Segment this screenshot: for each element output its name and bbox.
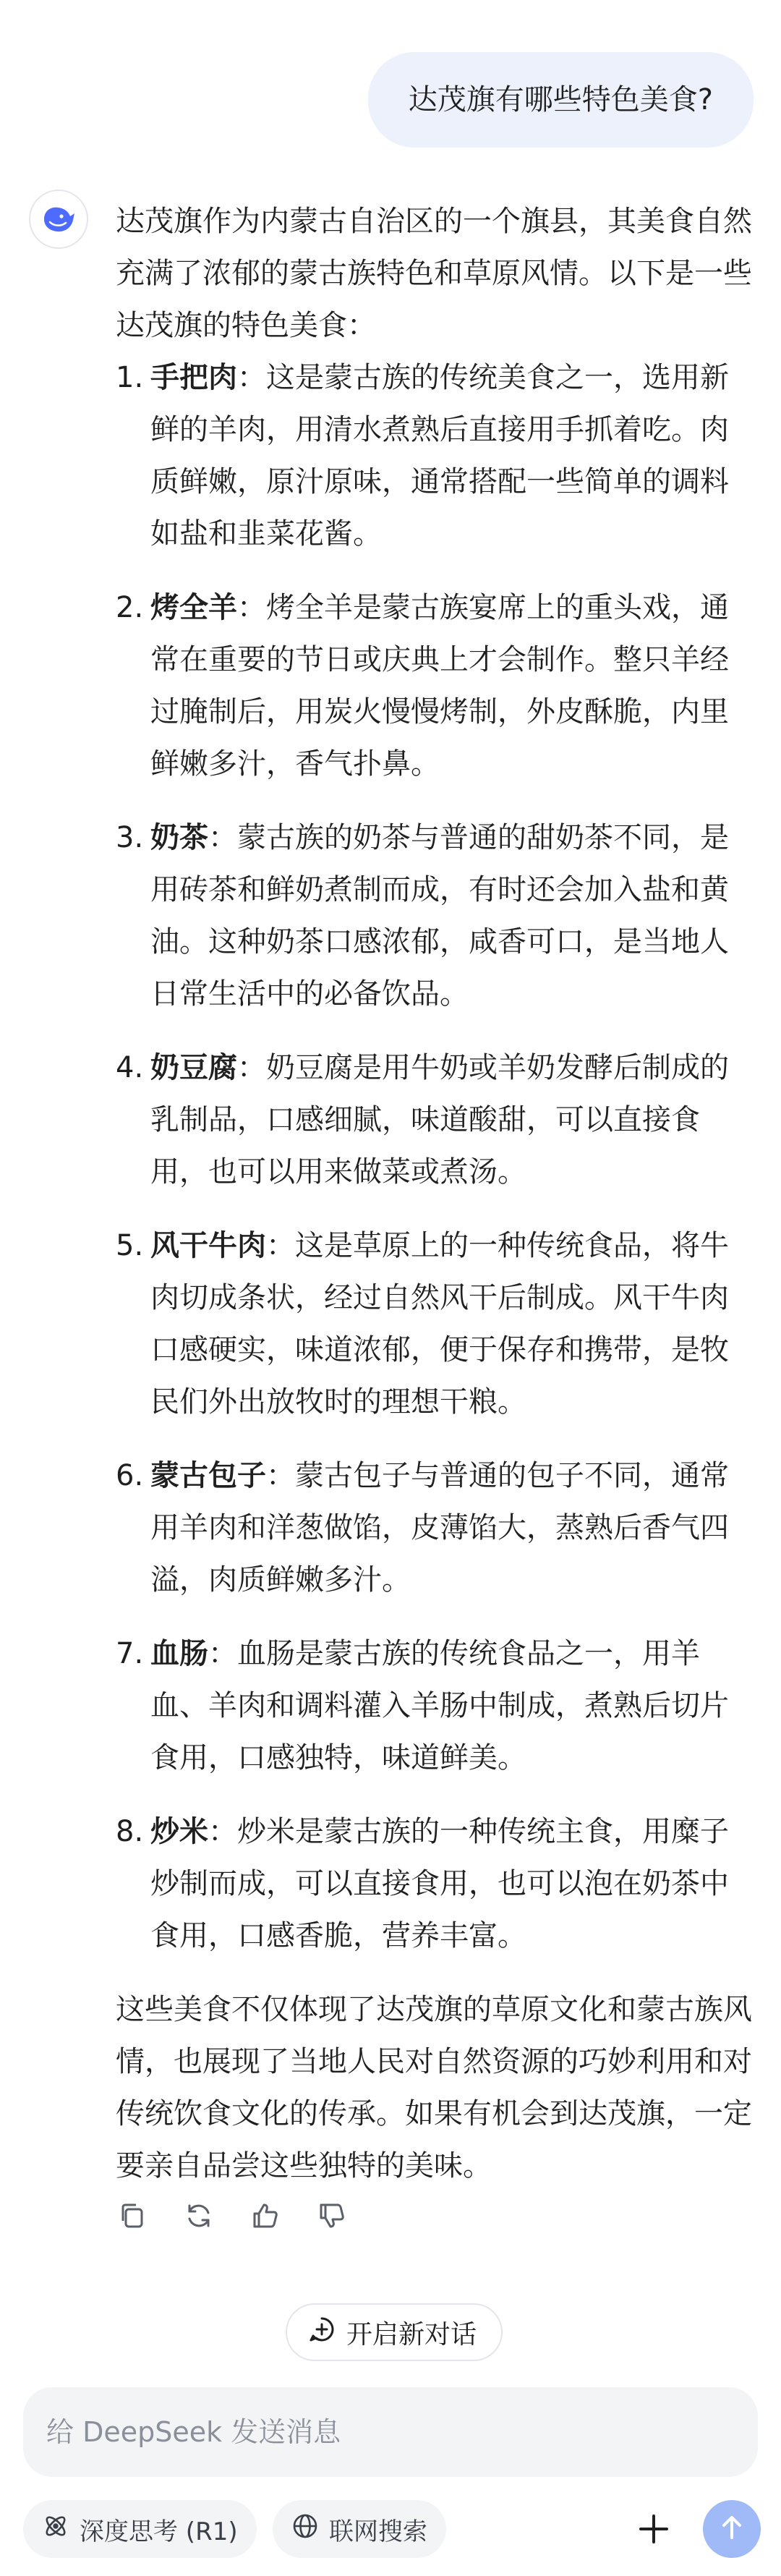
deep-think-label: 深度思考 (R1) [80,2517,238,2546]
item-number: 2. [116,591,144,624]
item-number: 5. [116,1229,144,1262]
food-item [116,1628,752,1784]
item-number: 8. [116,1815,144,1848]
food-item [116,1042,752,1198]
plus-icon[interactable] [631,2506,677,2552]
message-input-box[interactable] [23,2387,758,2477]
web-search-label: 联网搜索 [329,2517,427,2546]
copy-icon[interactable] [116,2199,149,2232]
item-description: ：烤全羊是蒙古族宴席上的重头戏，通常在重要的节日或庆典上才会制作。整只羊经过腌制后，用炭火慢慢烤制，外皮酥脆，内里鲜嫩多汁，香气扑鼻。 [150,591,729,781]
item-description: ：炒米是蒙古族的一种传统主食，用糜子炒制而成，可以直接食用，也可以泡在奶茶中食用，口感香脆，营养丰富。 [150,1815,729,1952]
food-item [116,812,752,1020]
answer-intro: 达茂旗作为内蒙古自治区的一个旗县，其美食自然充满了浓郁的蒙古族特色和草原风情。以下是一些达茂旗的特色美食： [116,205,752,342]
food-item [116,1220,752,1428]
food-item [116,1806,752,1962]
item-description: ：蒙古包子与普通的包子不同，通常用羊肉和洋葱做馅，皮薄馅大，蒸熟后香气四溢，肉质鲜嫩多汁。 [150,1459,729,1597]
item-name: 手把肉 [150,361,237,394]
atom-icon [42,2512,69,2546]
item-name: 奶茶 [150,821,208,854]
new-chat-label: 开启新对话 [346,2319,477,2350]
web-search-button[interactable] [273,2500,446,2558]
globe-icon [291,2512,319,2546]
thumbs-up-icon[interactable] [249,2199,282,2232]
item-description: ：奶豆腐是用牛奶或羊奶发酵后制成的乳制品，口感细腻，味道酸甜，可以直接食用，也可以用来做菜或煮汤。 [150,1051,729,1189]
food-list [116,352,752,1962]
new-chat-button[interactable] [286,2303,503,2361]
item-description: ：血肠是蒙古族的传统食品之一，用羊血、羊肉和调料灌入羊肠中制成，煮熟后切片食用，口感独特，味道鲜美。 [150,1637,729,1774]
deep-think-button[interactable] [23,2500,257,2558]
food-item [116,582,752,790]
assistant-answer [116,195,752,2192]
arrow-up-icon [716,2512,748,2546]
regenerate-icon[interactable] [182,2199,215,2232]
deepseek-whale-icon [29,190,88,249]
user-message-bubble [368,52,754,148]
item-name: 风干牛肉 [150,1229,266,1262]
item-name: 血肠 [150,1637,208,1670]
item-number: 6. [116,1459,144,1492]
send-button[interactable] [703,2500,761,2558]
answer-outro: 这些美食不仅体现了达茂旗的草原文化和蒙古族风情，也展现了当地人民对自然资源的巧妙利用和对传统饮食文化的传承。如果有机会到达茂旗，一定要亲自品尝这些独特的美味。 [116,1993,752,2182]
item-description: ：蒙古族的奶茶与普通的甜奶茶不同，是用砖茶和鲜奶煮制而成，有时还会加入盐和黄油。这种奶茶口感浓郁，咸香可口，是当地人日常生活中的必备饮品。 [150,821,729,1011]
item-name: 炒米 [150,1815,208,1848]
item-number: 3. [116,821,144,854]
item-name: 蒙古包子 [150,1459,266,1492]
user-message-text: 达茂旗有哪些特色美食? [408,83,713,116]
item-number: 7. [116,1637,144,1670]
item-description: ：这是草原上的一种传统食品，将牛肉切成条状，经过自然风干后制成。风干牛肉口感硬实，味道浓郁，便于保存和携带，是牧民们外出放牧时的理想干粮。 [150,1229,729,1419]
food-item [116,352,752,560]
item-number: 4. [116,1051,144,1084]
food-item [116,1450,752,1606]
item-name: 奶豆腐 [150,1051,237,1084]
item-description: ：这是蒙古族的传统美食之一，选用新鲜的羊肉，用清水煮熟后直接用手抓着吃。肉质鲜嫩，原汁原味，通常搭配一些简单的调料如盐和韭菜花酱。 [150,361,729,551]
message-actions [116,2199,349,2232]
composer-toolbar [23,2493,758,2565]
thumbs-down-icon[interactable] [315,2199,349,2232]
item-name: 烤全羊 [150,591,237,624]
new-chat-icon [307,2315,336,2350]
message-input[interactable] [46,2416,758,2448]
item-number: 1. [116,361,144,394]
